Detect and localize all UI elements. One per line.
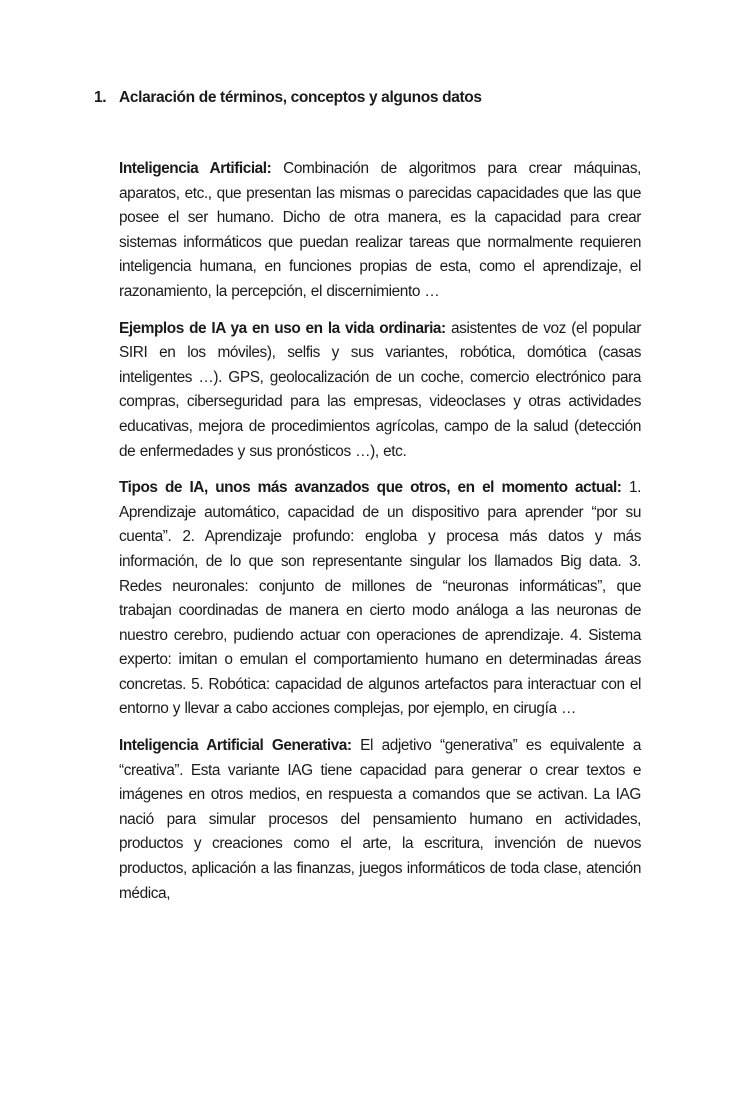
paragraph-tipos-ia	[119, 476, 641, 722]
paragraph-lead: Inteligencia Artificial:	[119, 160, 272, 177]
paragraph-ejemplos-ia	[119, 317, 641, 465]
section-title: Aclaración de términos, conceptos y algunos datos	[119, 89, 482, 106]
paragraph-lead: Ejemplos de IA ya en uso en la vida ordinaria:	[119, 319, 446, 337]
paragraph-lead: Tipos de IA, unos más avanzados que otros, en el momento actual:	[119, 479, 622, 497]
paragraph-text: asistentes de voz (el popular SIRI en los móviles), selfis y sus variantes, robótica, domótica (casas inteligentes …). GPS, geolocalización de un coche, comercio electrónico para compras, ciberseguridad para las empresas, videoclases y otras actividades educativas, mejora de procedimientos agrícolas, campo de la salud (detección de enfermedades y sus pronósticos …), etc.	[119, 319, 641, 460]
paragraph-ia-generativa	[119, 734, 641, 906]
paragraph-text: El adjetivo “generativa” es equivalente a “creativa”. Esta variante IAG tiene capacidad para generar o crear textos e imágenes en otros medios, en respuesta a comandos que se activan. La IAG nació para simular procesos del pensamiento humano en actividades, productos y creaciones como el arte, la escritura, invención de nuevos productos, aplicación a las finanzas, juegos informáticos de toda clase, atención médica,	[119, 737, 641, 902]
document-body	[119, 157, 641, 918]
paragraph-text: Combinación de algoritmos para crear máquinas, aparatos, etc., que presentan las mismas o parecidas capacidades que las que posee el ser humano. Dicho de otra manera, es la capacidad para crear sistemas informáticos que puedan realizar tareas que normalmente requieren inteligencia humana, en funciones propias de esta, como el aprendizaje, el razonamiento, la percepción, el discernimiento …	[119, 160, 641, 300]
paragraph-lead: Inteligencia Artificial Generativa:	[119, 737, 352, 755]
section-heading	[94, 89, 482, 107]
section-number: 1.	[94, 89, 107, 106]
paragraph-inteligencia-artificial	[119, 157, 641, 305]
paragraph-text: 1. Aprendizaje automático, capacidad de un dispositivo para aprender “por su cuenta”. 2. Aprendizaje profundo: engloba y procesa más datos y más información, de lo que son representante singular los llamados Big data. 3. Redes neuronales: conjunto de millones de “neuronas informáticas”, que trabajan coordinadas de manera en cierto modo análoga a las neuronas de nuestro cerebro, pudiendo actuar con operaciones de aprendizaje. 4. Sistema experto: imitan o emulan el comportamiento humano en determinadas áreas concretas. 5. Robótica: capacidad de algunos artefactos para interactuar con el entorno y llevar a cabo acciones complejas, por ejemplo, en cirugía …	[119, 479, 641, 718]
